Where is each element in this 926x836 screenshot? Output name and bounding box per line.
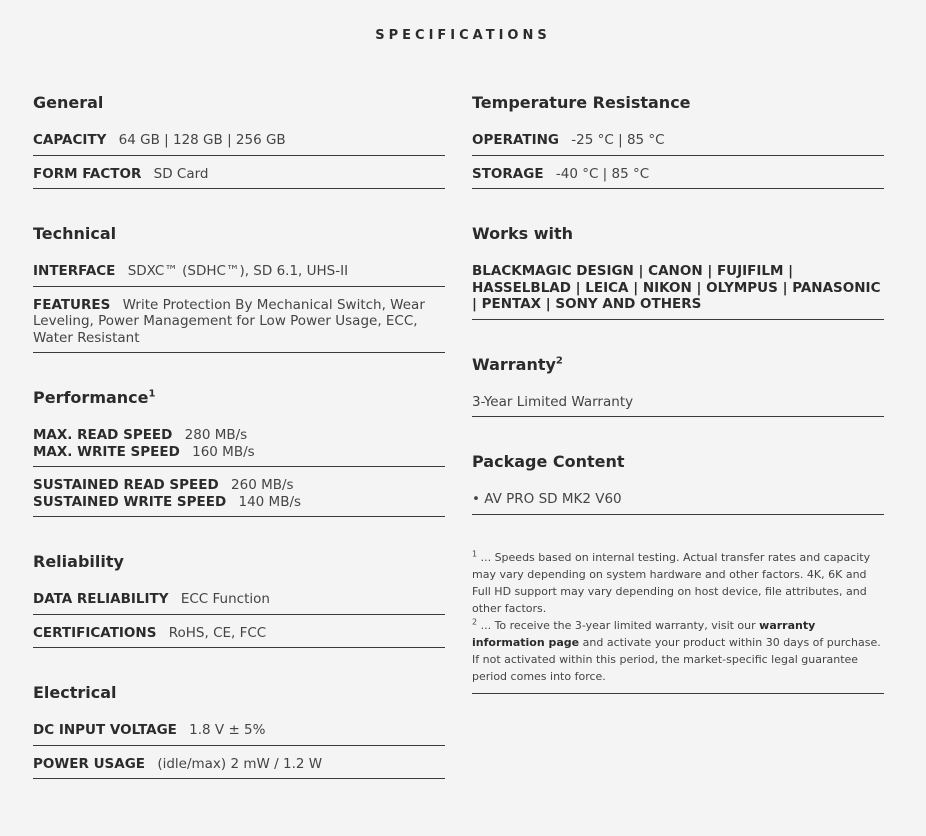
footnote-ref: 2 xyxy=(555,355,563,367)
spec-row-dc-voltage xyxy=(33,722,445,746)
warranty-info-link[interactable]: warranty information page xyxy=(472,618,816,649)
spec-key: FORM FACTOR xyxy=(33,165,142,182)
spec-key: SUSTAINED READ SPEED xyxy=(33,477,219,493)
spec-row-sustained-speed xyxy=(33,477,445,517)
spec-value: Write Protection By Mechanical Switch, Wear Leveling, Power Management for Low Power Usage, ECC, Water Resistant xyxy=(33,296,425,346)
section-heading-warranty xyxy=(472,354,884,376)
spec-line-sustained-write xyxy=(33,494,445,511)
spec-row-package-item xyxy=(472,491,884,515)
spec-value: (idle/max) 2 mW / 1.2 W xyxy=(157,755,323,772)
spec-value: 260 MB/s xyxy=(231,477,294,493)
spec-key: STORAGE xyxy=(472,165,544,182)
section-heading-technical: Technical xyxy=(33,224,117,243)
footnote-number: 1 xyxy=(472,548,478,558)
spec-row-features xyxy=(33,297,445,354)
footnote-text: ... Speeds based on internal testing. Actual transfer rates and capacity may vary depending on system hardware and other factors. 4K, 6K and Full HD support may vary depending on host device, file attributes, and other factors. xyxy=(472,550,871,615)
spec-row-operating xyxy=(472,132,884,156)
footnotes xyxy=(472,549,884,694)
spec-value: -25 °C | 85 °C xyxy=(571,132,665,148)
spec-row-capacity xyxy=(33,132,445,156)
spec-value: 3-Year Limited Warranty xyxy=(472,393,634,410)
spec-value: -40 °C | 85 °C xyxy=(555,165,650,182)
footnote-1 xyxy=(472,549,884,617)
specs-right-column xyxy=(472,92,884,694)
section-heading-performance xyxy=(33,387,445,409)
spec-value: SDXC™ (SDHC™), SD 6.1, UHS-II xyxy=(127,263,349,279)
spec-key: MAX. WRITE SPEED xyxy=(33,443,180,460)
footnote-number: 2 xyxy=(472,616,478,626)
section-heading-works-with: Works with xyxy=(472,224,573,243)
footnote-2 xyxy=(472,617,884,685)
spec-value: ECC Function xyxy=(180,591,270,607)
spec-row-brands xyxy=(472,263,884,320)
spec-key: INTERFACE xyxy=(33,263,116,279)
spec-row-storage xyxy=(472,166,884,190)
page-title: SPECIFICATIONS xyxy=(375,28,551,43)
spec-value: 280 MB/s xyxy=(184,427,248,443)
section-temperature xyxy=(472,92,884,189)
spec-row-power-usage xyxy=(33,756,445,780)
section-warranty xyxy=(472,354,884,418)
heading-text: Warranty xyxy=(472,354,556,374)
footnote-ref: 1 xyxy=(148,388,156,400)
section-heading-package-content: Package Content xyxy=(472,452,625,471)
spec-value: • AV PRO SD MK2 V60 xyxy=(472,491,622,507)
spec-value: 64 GB | 128 GB | 256 GB xyxy=(118,132,286,148)
compatible-brands: BLACKMAGIC DESIGN | CANON | FUJIFILM | HASSELBLAD | LEICA | NIKON | OLYMPUS | PANASONIC | PENTAX | SONY AND OTHERS xyxy=(472,263,881,312)
spec-value: SD Card xyxy=(153,165,209,182)
spec-row-warranty xyxy=(472,394,884,418)
spec-row-certifications xyxy=(33,625,445,649)
section-heading-general: General xyxy=(33,93,104,112)
spec-row-data-reliability xyxy=(33,591,445,615)
spec-key: DATA RELIABILITY xyxy=(33,591,169,607)
spec-key: CAPACITY xyxy=(33,132,107,148)
spec-row-form-factor xyxy=(33,166,445,190)
spec-line-sustained-read xyxy=(33,477,445,494)
spec-value: RoHS, CE, FCC xyxy=(168,624,267,641)
spec-value: 160 MB/s xyxy=(192,443,255,460)
spec-key: DC INPUT VOLTAGE xyxy=(33,722,177,738)
section-reliability xyxy=(33,551,445,648)
spec-row-interface xyxy=(33,263,445,287)
spec-key: POWER USAGE xyxy=(33,755,146,772)
spec-key: FEATURES xyxy=(33,296,111,313)
spec-key: OPERATING xyxy=(472,132,559,148)
section-works-with xyxy=(472,223,884,320)
specs-left-column xyxy=(33,92,445,813)
spec-value: 140 MB/s xyxy=(238,493,302,510)
section-performance xyxy=(33,387,445,517)
section-technical xyxy=(33,223,445,353)
spec-row-max-speed xyxy=(33,427,445,467)
spec-key: MAX. READ SPEED xyxy=(33,427,173,443)
spec-value: 1.8 V ± 5% xyxy=(189,722,266,738)
section-heading-temperature: Temperature Resistance xyxy=(472,93,691,112)
footnote-text: and activate your product within 30 days of purchase. If not activated within this period, the market-specific legal guarantee period comes into force. xyxy=(472,635,881,683)
footnote-text: ... To receive the 3-year limited warranty, visit our xyxy=(477,618,760,632)
spec-line-write xyxy=(33,444,445,461)
section-general xyxy=(33,92,445,189)
section-package-content xyxy=(472,451,884,515)
spec-key: CERTIFICATIONS xyxy=(33,624,157,641)
section-heading-reliability: Reliability xyxy=(33,552,124,571)
spec-line-read xyxy=(33,427,445,444)
section-electrical xyxy=(33,682,445,779)
section-heading-electrical: Electrical xyxy=(33,683,117,702)
spec-key: SUSTAINED WRITE SPEED xyxy=(33,493,227,510)
heading-text: Performance xyxy=(33,388,149,407)
